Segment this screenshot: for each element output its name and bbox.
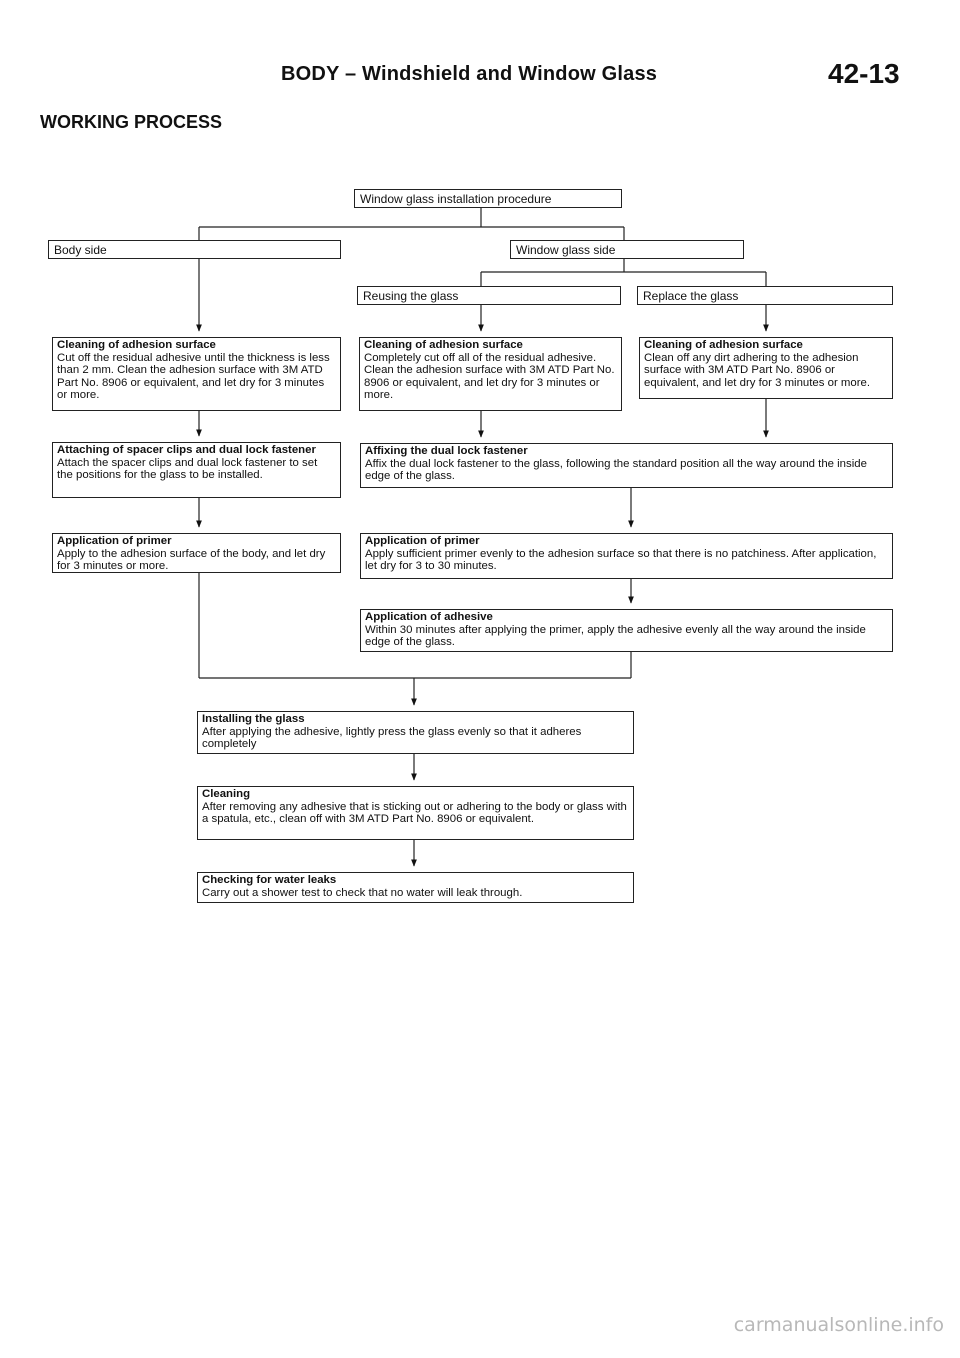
final-step-installing [197, 711, 634, 754]
reusing-glass-box [357, 286, 621, 305]
step-text: Attach the spacer clips and dual lock fastener to set the positions for the glass to be installed. [57, 456, 318, 482]
page-title: BODY – Windshield and Window Glass [281, 63, 658, 85]
step-title: Attaching of spacer clips and dual lock fastener [57, 444, 316, 456]
step-text: Apply to the adhesion surface of the body, and let dry for 3 minutes or more. [57, 547, 326, 573]
body-step-primer [52, 533, 341, 573]
reuse-step-cleaning [359, 337, 622, 411]
body-step-cleaning [52, 337, 341, 411]
step-text: Within 30 minutes after applying the primer, apply the adhesive evenly all the way around the inside edge of the glass. [365, 623, 866, 649]
page-number: 42-13 [828, 58, 900, 89]
step-text: Apply sufficient primer evenly to the adhesion surface so that there is no patchiness. After application, let dry for 3 to 30 minutes. [365, 547, 877, 573]
replace-glass-label: Replace the glass [643, 289, 739, 303]
final-step-water-leaks [197, 872, 634, 903]
step-title: Checking for water leaks [202, 874, 337, 886]
reusing-glass-label: Reusing the glass [363, 289, 459, 303]
step-title: Installing the glass [202, 713, 305, 725]
glass-step-fastener [360, 443, 893, 488]
step-text: After applying the adhesive, lightly press the glass evenly so that it adheres completely [202, 725, 582, 751]
body-side-box [48, 240, 341, 259]
step-text: Carry out a shower test to check that no water will leak through. [202, 886, 523, 899]
final-step-cleaning [197, 786, 634, 840]
root-procedure-label: Window glass installation procedure [360, 192, 552, 206]
body-side-label: Body side [54, 243, 107, 257]
body-step-spacer-clips [52, 442, 341, 498]
step-text: Cut off the residual adhesive until the thickness is less than 2 mm. Clean the adhesion surface with 3M ATD Part No. 8906 or equivalent, and let dry for 3 minutes or more. [57, 351, 330, 402]
window-glass-side-label: Window glass side [516, 243, 616, 257]
step-text: Completely cut off all of the residual adhesive. Clean the adhesion surface with 3M ATD Part No. 8906 or equivalent, and let dry for 3 minutes or more. [364, 351, 615, 402]
watermark: carmanualsonline.info [733, 1314, 944, 1336]
root-procedure-box [354, 189, 622, 208]
replace-step-cleaning [639, 337, 893, 399]
step-title: Application of primer [57, 535, 172, 547]
step-text: Clean off any dirt adhering to the adhesion surface with 3M ATD Part No. 8906 or equivalent, and let dry for 3 minutes or more. [644, 351, 871, 389]
window-glass-side-box [510, 240, 744, 259]
step-text: Affix the dual lock fastener to the glass, following the standard position all the way around the inside edge of the glass. [365, 457, 867, 483]
section-title: WORKING PROCESS [40, 112, 223, 132]
step-title: Cleaning of adhesion surface [644, 339, 803, 351]
step-title: Cleaning of adhesion surface [364, 339, 523, 351]
step-title: Application of primer [365, 535, 480, 547]
replace-glass-box [637, 286, 893, 305]
step-title: Affixing the dual lock fastener [365, 445, 528, 457]
step-text: After removing any adhesive that is sticking out or adhering to the body or glass with a spatula, etc., clean off with 3M ATD Part No. 8906 or equivalent. [202, 800, 627, 826]
glass-step-primer [360, 533, 893, 579]
step-title: Cleaning of adhesion surface [57, 339, 216, 351]
glass-step-adhesive [360, 609, 893, 652]
step-title: Cleaning [202, 788, 251, 800]
step-title: Application of adhesive [365, 611, 493, 623]
